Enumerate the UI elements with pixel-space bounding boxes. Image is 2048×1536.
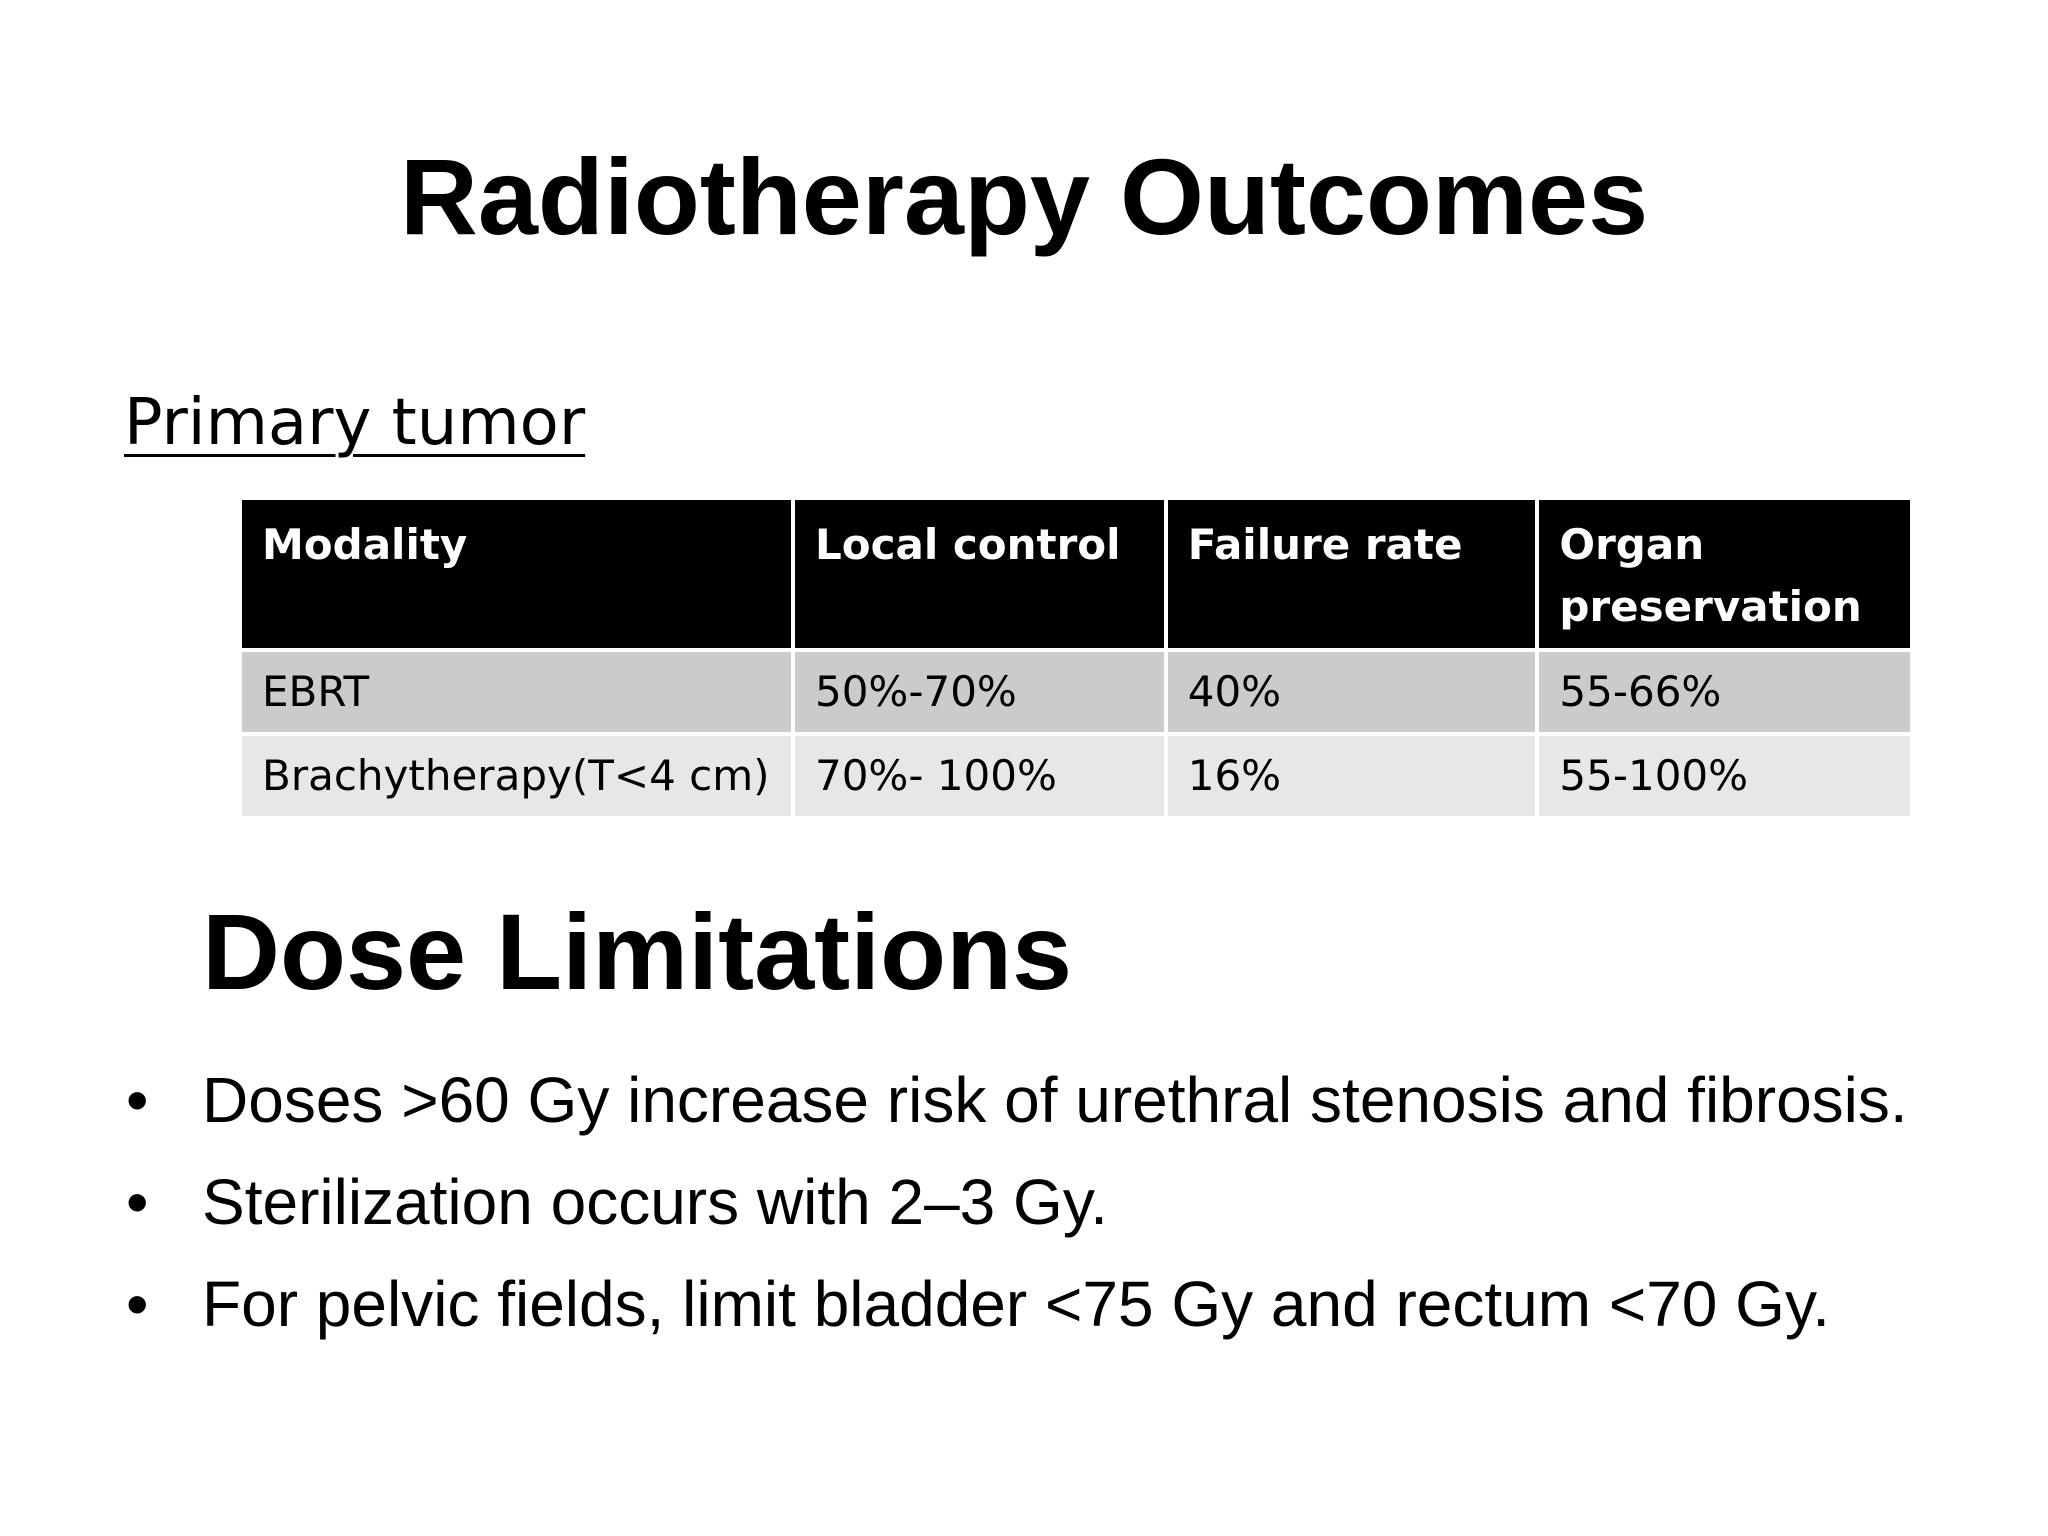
table-header-row xyxy=(242,500,1910,648)
section-heading-dose-limitations: Dose Limitations xyxy=(202,891,1073,1012)
table-cell-organ-preservation: 55-100% xyxy=(1539,736,1910,816)
list-item xyxy=(120,1160,1920,1244)
table-cell-local-control: 50%-70% xyxy=(795,652,1164,732)
header-label: Modality xyxy=(262,520,468,569)
bullet-icon: • xyxy=(126,1166,149,1238)
header-label: Organ preservation xyxy=(1559,520,1862,631)
list-item-text: For pelvic fields, limit bladder <75 Gy and rectum <70 Gy. xyxy=(202,1268,1830,1340)
header-failure-rate xyxy=(1168,500,1536,648)
bullet-icon: • xyxy=(126,1064,149,1136)
header-label: Failure rate xyxy=(1187,520,1463,569)
table-cell-modality: Brachytherapy(T<4 cm) xyxy=(242,736,791,816)
table-cell-local-control: 70%- 100% xyxy=(795,736,1164,816)
header-local-control xyxy=(795,500,1164,648)
slide-title: Radiotherapy Outcomes xyxy=(399,136,1649,257)
table-cell-failure-rate: 16% xyxy=(1168,736,1536,816)
list-item xyxy=(120,1058,1920,1142)
table-cell-organ-preservation: 55-66% xyxy=(1539,652,1910,732)
outcomes-table xyxy=(238,496,1914,820)
section-label-primary-tumor: Primary tumor xyxy=(124,386,586,460)
list-item-text: Sterilization occurs with 2–3 Gy. xyxy=(202,1166,1108,1238)
bullet-icon: • xyxy=(126,1268,149,1340)
table-row xyxy=(242,736,1910,816)
table-cell-modality: EBRT xyxy=(242,652,791,732)
table-cell-failure-rate: 40% xyxy=(1168,652,1536,732)
header-label: Local control xyxy=(814,520,1121,569)
table-row xyxy=(242,652,1910,732)
header-modality xyxy=(242,500,791,648)
list-item-text: Doses >60 Gy increase risk of urethral stenosis and fibrosis. xyxy=(202,1064,1908,1136)
list-item xyxy=(120,1262,1920,1346)
dose-limitations-list xyxy=(120,1058,1920,1364)
header-organ-preservation xyxy=(1539,500,1910,648)
